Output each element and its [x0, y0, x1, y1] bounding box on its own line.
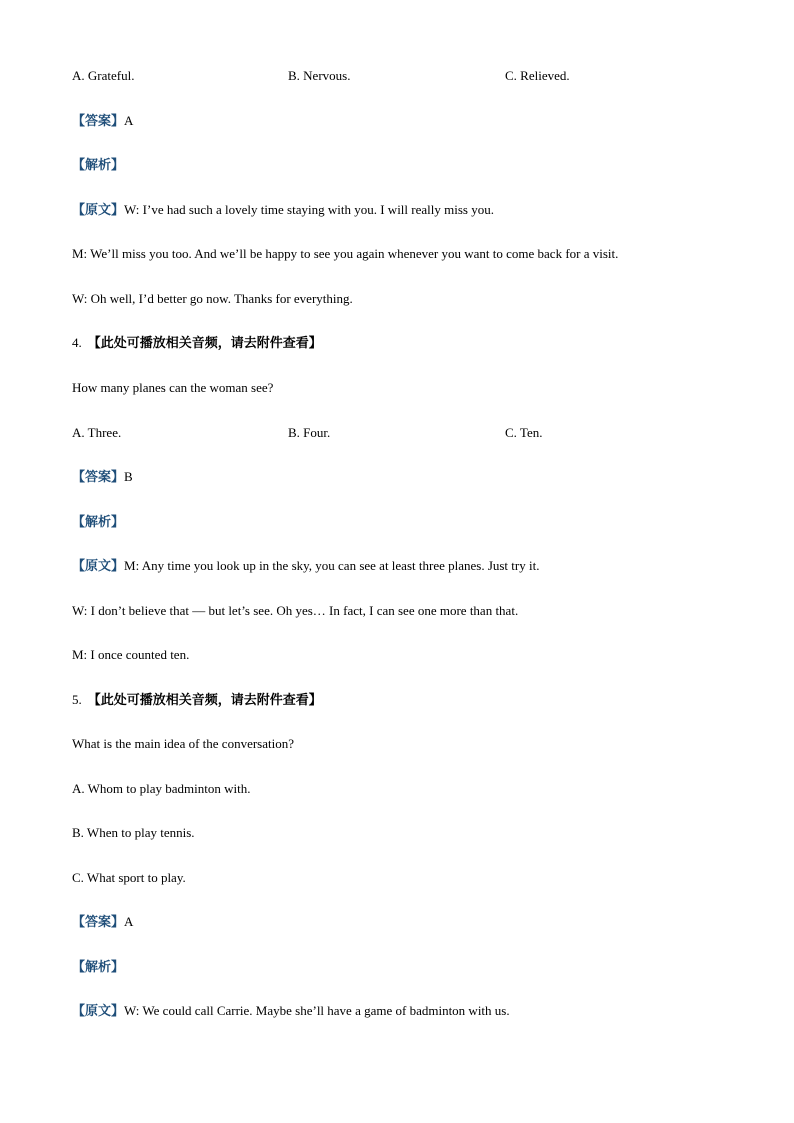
audio-hint[interactable]: 【此处可播放相关音频，请去附件查看】: [87, 336, 322, 351]
source-tag: 【原文】: [72, 1004, 125, 1019]
q3-source-line: W: Oh well, I’d better go now. Thanks for everything.: [72, 291, 353, 306]
q4-analysis: [72, 514, 124, 531]
audio-hint[interactable]: 【此处可播放相关音频，请去附件查看】: [87, 693, 322, 708]
answer-tag: 【答案】: [72, 470, 125, 485]
analysis-tag: 【解析】: [72, 960, 125, 975]
q4-source-line: [72, 558, 539, 575]
q5-option-b: B. When to play tennis.: [72, 825, 195, 840]
source-tag: 【原文】: [72, 559, 125, 574]
source-tag: 【原文】: [72, 203, 125, 218]
q4-question: How many planes can the woman see?: [72, 380, 274, 395]
answer-tag: 【答案】: [72, 114, 125, 129]
analysis-tag: 【解析】: [72, 158, 125, 173]
question-number: 4.: [72, 335, 82, 350]
q3-analysis: [72, 157, 124, 174]
answer-value: A: [124, 914, 134, 929]
q3-option-a: A. Grateful.: [72, 68, 135, 83]
q5-answer: [72, 914, 133, 931]
q4-option-b: B. Four.: [288, 425, 331, 440]
q5-analysis: [72, 959, 124, 976]
q5-option-c: C. What sport to play.: [72, 870, 186, 885]
q3-option-c: C. Relieved.: [505, 68, 570, 83]
q5-option-a: A. Whom to play badminton with.: [72, 781, 251, 796]
q4-source-line: W: I don’t believe that — but let’s see. Oh yes… In fact, I can see one more than that.: [72, 603, 519, 618]
q4-answer: [72, 469, 133, 486]
answer-value: B: [124, 469, 133, 484]
q5-source-line: [72, 1003, 510, 1020]
answer-value: A: [124, 113, 134, 128]
q5-question: What is the main idea of the conversation?: [72, 736, 295, 751]
q3-source-line: [72, 202, 494, 219]
q3-answer: [72, 113, 133, 130]
analysis-tag: 【解析】: [72, 515, 125, 530]
q4-option-a: A. Three.: [72, 425, 122, 440]
q5-header: [72, 692, 322, 709]
source-text: M: Any time you look up in the sky, you can see at least three planes. Just try it.: [124, 558, 540, 573]
source-text: W: I’ve had such a lovely time staying with you. I will really miss you.: [124, 202, 494, 217]
question-number: 5.: [72, 692, 82, 707]
answer-tag: 【答案】: [72, 915, 125, 930]
q4-source-line: M: I once counted ten.: [72, 647, 190, 662]
source-text: W: We could call Carrie. Maybe she’ll have a game of badminton with us.: [124, 1003, 510, 1018]
q4-header: [72, 335, 322, 352]
q3-option-b: B. Nervous.: [288, 68, 351, 83]
q3-source-line: M: We’ll miss you too. And we’ll be happy to see you again whenever you want to come back for a visit.: [72, 246, 619, 261]
q4-option-c: C. Ten.: [505, 425, 543, 440]
